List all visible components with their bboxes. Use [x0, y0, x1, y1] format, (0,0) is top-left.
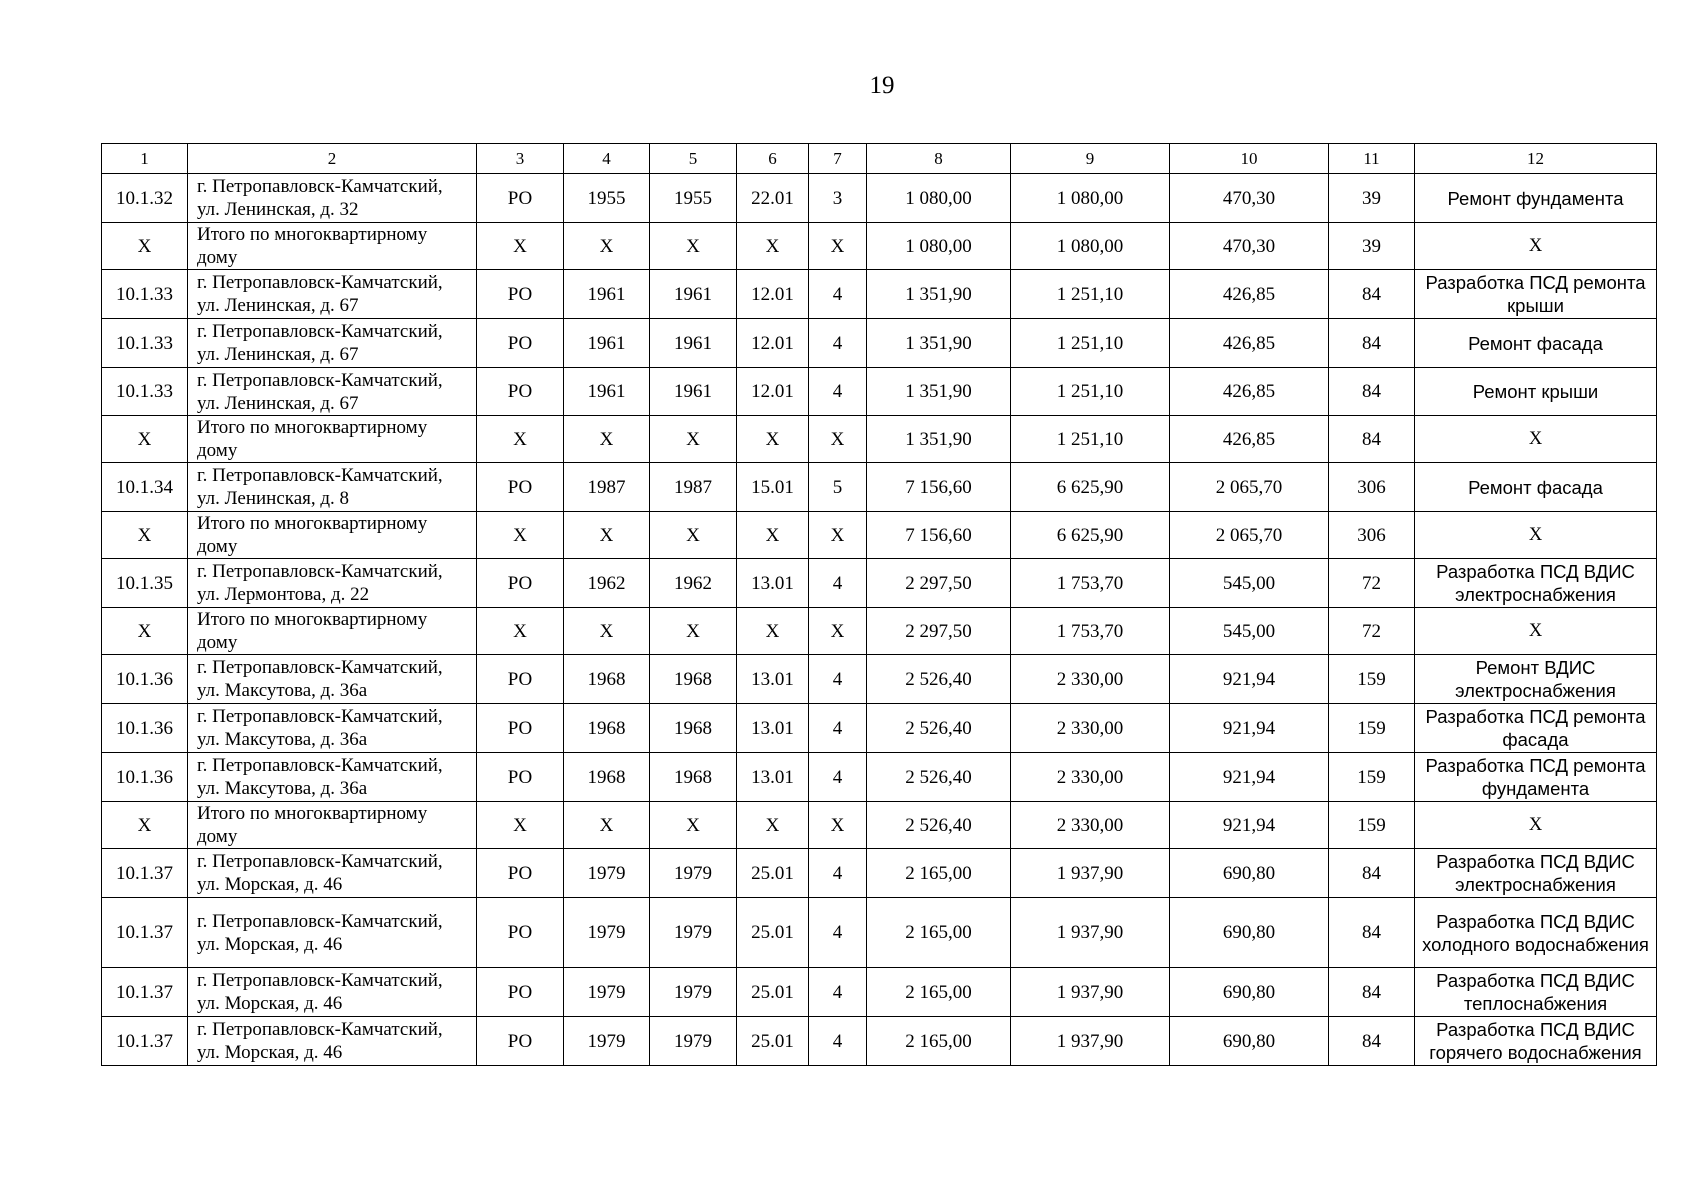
address-line-2: ул. Морская, д. 46 [197, 874, 343, 895]
address-line-1: Итого по многоквартирному [197, 803, 428, 824]
cost-cell: 2 065,70 [1170, 512, 1329, 559]
residents-cell: 84 [1329, 319, 1415, 368]
table-row [102, 898, 1657, 968]
address-line-1: г. Петропавловск-Камчатский, [197, 321, 443, 342]
residents-cell: 306 [1329, 463, 1415, 512]
address-line-2: ул. Ленинская, д. 67 [197, 344, 359, 365]
work-type-cell: Х [1415, 802, 1657, 849]
address-cell [188, 968, 477, 1017]
year-built-cell: 1979 [564, 849, 650, 898]
table-row [102, 319, 1657, 368]
address-cell [188, 898, 477, 968]
housing-type-cell: РО [477, 319, 564, 368]
housing-type-cell: РО [477, 559, 564, 608]
residents-cell: 159 [1329, 655, 1415, 704]
floors-cell: 4 [809, 319, 867, 368]
year-commission-cell: 1968 [650, 753, 737, 802]
cost-cell: 690,80 [1170, 849, 1329, 898]
address-line-1: г. Петропавловск-Камчатский, [197, 657, 443, 678]
year-built-cell: 1962 [564, 559, 650, 608]
address-line-1: Итого по многоквартирному [197, 224, 428, 245]
row-number-cell: 10.1.35 [102, 559, 188, 608]
living-area-cell: 1 937,90 [1011, 1017, 1170, 1066]
code-cell: 12.01 [737, 319, 809, 368]
row-number-cell: 10.1.32 [102, 174, 188, 223]
total-area-cell: 1 351,90 [867, 319, 1011, 368]
work-type-cell: Ремонт фасада [1415, 463, 1657, 512]
living-area-cell: 1 753,70 [1011, 608, 1170, 655]
cost-cell: 426,85 [1170, 270, 1329, 319]
year-built-cell: Х [564, 608, 650, 655]
column-number: 11 [1329, 144, 1415, 174]
address-cell [188, 559, 477, 608]
total-area-cell: 7 156,60 [867, 512, 1011, 559]
address-line-1: Итого по многоквартирному [197, 513, 428, 534]
page-number: 19 [869, 72, 895, 99]
address-line-2: дому [197, 632, 238, 653]
total-area-cell: 2 526,40 [867, 802, 1011, 849]
living-area-cell: 6 625,90 [1011, 512, 1170, 559]
address-line-1: г. Петропавловск-Камчатский, [197, 561, 443, 582]
living-area-cell: 1 937,90 [1011, 968, 1170, 1017]
cost-cell: 690,80 [1170, 898, 1329, 968]
total-area-cell: 2 165,00 [867, 1017, 1011, 1066]
address-line-2: дому [197, 247, 238, 268]
cost-cell: 921,94 [1170, 753, 1329, 802]
total-area-cell: 2 165,00 [867, 898, 1011, 968]
residents-cell: 84 [1329, 849, 1415, 898]
living-area-cell: 2 330,00 [1011, 655, 1170, 704]
address-cell [188, 704, 477, 753]
residents-cell: 39 [1329, 174, 1415, 223]
living-area-cell: 1 080,00 [1011, 174, 1170, 223]
living-area-cell: 6 625,90 [1011, 463, 1170, 512]
total-area-cell: 2 526,40 [867, 704, 1011, 753]
code-cell: 15.01 [737, 463, 809, 512]
row-number-cell: Х [102, 608, 188, 655]
housing-type-cell: РО [477, 898, 564, 968]
residents-cell: 84 [1329, 968, 1415, 1017]
column-number: 6 [737, 144, 809, 174]
housing-type-cell: РО [477, 968, 564, 1017]
work-type-cell: Разработка ПСД ВДИС горячего водоснабжения [1415, 1017, 1657, 1066]
code-cell: 25.01 [737, 1017, 809, 1066]
living-area-cell: 2 330,00 [1011, 802, 1170, 849]
work-type-cell: Разработка ПСД ремонта крыши [1415, 270, 1657, 319]
row-number-cell: 10.1.37 [102, 849, 188, 898]
year-commission-cell: 1961 [650, 270, 737, 319]
residents-cell: 84 [1329, 1017, 1415, 1066]
total-area-cell: 1 351,90 [867, 368, 1011, 416]
year-commission-cell: 1979 [650, 968, 737, 1017]
living-area-cell: 2 330,00 [1011, 704, 1170, 753]
living-area-cell: 1 937,90 [1011, 849, 1170, 898]
cost-cell: 470,30 [1170, 174, 1329, 223]
housing-type-cell: РО [477, 849, 564, 898]
address-cell [188, 608, 477, 655]
code-cell: Х [737, 416, 809, 463]
floors-cell: 4 [809, 898, 867, 968]
row-number-cell: 10.1.36 [102, 655, 188, 704]
address-line-2: ул. Ленинская, д. 8 [197, 488, 350, 509]
work-type-cell: Х [1415, 416, 1657, 463]
table-row [102, 463, 1657, 512]
table-row [102, 368, 1657, 416]
housing-type-cell: Х [477, 223, 564, 270]
living-area-cell: 1 251,10 [1011, 319, 1170, 368]
row-number-cell: 10.1.36 [102, 704, 188, 753]
column-number-row [102, 144, 1657, 174]
code-cell: 25.01 [737, 968, 809, 1017]
work-type-cell: Ремонт ВДИС электроснабжения [1415, 655, 1657, 704]
code-cell: Х [737, 802, 809, 849]
year-built-cell: 1961 [564, 270, 650, 319]
column-number: 1 [102, 144, 188, 174]
housing-type-cell: Х [477, 512, 564, 559]
floors-cell: Х [809, 223, 867, 270]
total-row [102, 512, 1657, 559]
housing-type-cell: РО [477, 270, 564, 319]
year-commission-cell: 1979 [650, 849, 737, 898]
residents-cell: 72 [1329, 608, 1415, 655]
year-built-cell: 1955 [564, 174, 650, 223]
column-number: 3 [477, 144, 564, 174]
row-number-cell: 10.1.37 [102, 1017, 188, 1066]
address-cell [188, 368, 477, 416]
housing-type-cell: РО [477, 463, 564, 512]
residents-cell: 159 [1329, 704, 1415, 753]
address-cell [188, 753, 477, 802]
address-line-2: ул. Морская, д. 46 [197, 1042, 343, 1063]
work-type-cell: Ремонт фундамента [1415, 174, 1657, 223]
floors-cell: 4 [809, 559, 867, 608]
address-cell [188, 849, 477, 898]
row-number-cell: Х [102, 416, 188, 463]
work-type-cell: Ремонт фасада [1415, 319, 1657, 368]
address-line-2: дому [197, 440, 238, 461]
year-commission-cell: Х [650, 416, 737, 463]
total-area-cell: 2 165,00 [867, 849, 1011, 898]
address-line-2: ул. Максутова, д. 36а [197, 729, 368, 750]
address-cell [188, 319, 477, 368]
floors-cell: 4 [809, 849, 867, 898]
year-commission-cell: Х [650, 608, 737, 655]
living-area-cell: 1 251,10 [1011, 368, 1170, 416]
year-built-cell: 1961 [564, 368, 650, 416]
total-area-cell: 1 080,00 [867, 223, 1011, 270]
row-number-cell: 10.1.36 [102, 753, 188, 802]
cost-cell: 921,94 [1170, 704, 1329, 753]
address-line-1: г. Петропавловск-Камчатский, [197, 369, 443, 391]
table-row [102, 270, 1657, 319]
address-line-2: ул. Максутова, д. 36а [197, 680, 368, 701]
work-type-cell: Разработка ПСД ВДИС электроснабжения [1415, 559, 1657, 608]
table-row [102, 1017, 1657, 1066]
year-commission-cell: 1979 [650, 1017, 737, 1066]
residents-cell: 72 [1329, 559, 1415, 608]
address-cell [188, 512, 477, 559]
address-line-1: г. Петропавловск-Камчатский, [197, 1019, 443, 1040]
row-number-cell: Х [102, 802, 188, 849]
code-cell: Х [737, 223, 809, 270]
address-cell [188, 174, 477, 223]
year-built-cell: 1979 [564, 1017, 650, 1066]
work-type-cell: Разработка ПСД ВДИС электроснабжения [1415, 849, 1657, 898]
residents-cell: 306 [1329, 512, 1415, 559]
floors-cell: 3 [809, 174, 867, 223]
cost-cell: 426,85 [1170, 319, 1329, 368]
floors-cell: Х [809, 416, 867, 463]
floors-cell: Х [809, 802, 867, 849]
row-number-cell: 10.1.33 [102, 368, 188, 416]
floors-cell: 4 [809, 1017, 867, 1066]
cost-cell: 545,00 [1170, 559, 1329, 608]
floors-cell: 4 [809, 704, 867, 753]
row-number-cell: Х [102, 223, 188, 270]
repair-register-table [101, 143, 1657, 1066]
total-row [102, 608, 1657, 655]
code-cell: 12.01 [737, 368, 809, 416]
address-line-1: Итого по многоквартирному [197, 609, 428, 630]
year-commission-cell: Х [650, 512, 737, 559]
work-type-cell: Х [1415, 608, 1657, 655]
cost-cell: 690,80 [1170, 968, 1329, 1017]
address-line-1: Итого по многоквартирному [197, 417, 428, 438]
total-area-cell: 2 297,50 [867, 559, 1011, 608]
address-line-1: г. Петропавловск-Камчатский, [197, 755, 443, 776]
row-number-cell: 10.1.34 [102, 463, 188, 512]
year-commission-cell: Х [650, 802, 737, 849]
work-type-cell: Разработка ПСД ремонта фундамента [1415, 753, 1657, 802]
total-area-cell: 1 080,00 [867, 174, 1011, 223]
total-area-cell: 2 165,00 [867, 968, 1011, 1017]
cost-cell: 545,00 [1170, 608, 1329, 655]
work-type-cell: Разработка ПСД ВДИС теплоснабжения [1415, 968, 1657, 1017]
address-line-1: г. Петропавловск-Камчатский, [197, 465, 443, 486]
table-body [102, 144, 1657, 1066]
address-cell [188, 655, 477, 704]
residents-cell: 159 [1329, 802, 1415, 849]
row-number-cell: 10.1.33 [102, 270, 188, 319]
residents-cell: 84 [1329, 368, 1415, 416]
table-row [102, 174, 1657, 223]
row-number-cell: 10.1.37 [102, 968, 188, 1017]
cost-cell: 921,94 [1170, 655, 1329, 704]
year-commission-cell: 1962 [650, 559, 737, 608]
cost-cell: 921,94 [1170, 802, 1329, 849]
table-row [102, 753, 1657, 802]
year-built-cell: 1968 [564, 753, 650, 802]
column-number: 8 [867, 144, 1011, 174]
code-cell: 12.01 [737, 270, 809, 319]
year-built-cell: 1968 [564, 704, 650, 753]
work-type-cell: Х [1415, 223, 1657, 270]
table-row [102, 849, 1657, 898]
total-area-cell: 1 351,90 [867, 270, 1011, 319]
address-line-2: дому [197, 826, 238, 847]
year-commission-cell: 1979 [650, 898, 737, 968]
address-line-2: ул. Максутова, д. 36а [197, 778, 368, 799]
floors-cell: Х [809, 608, 867, 655]
work-type-cell: Ремонт крыши [1415, 368, 1657, 416]
total-row [102, 416, 1657, 463]
year-commission-cell: Х [650, 223, 737, 270]
year-commission-cell: 1968 [650, 655, 737, 704]
housing-type-cell: РО [477, 1017, 564, 1066]
work-type-cell: Разработка ПСД ВДИС холодного водоснабжения [1415, 898, 1657, 968]
table-row [102, 655, 1657, 704]
row-number-cell: 10.1.33 [102, 319, 188, 368]
row-number-cell: 10.1.37 [102, 898, 188, 968]
row-number-cell: Х [102, 512, 188, 559]
cost-cell: 470,30 [1170, 223, 1329, 270]
housing-type-cell: РО [477, 368, 564, 416]
code-cell: 25.01 [737, 849, 809, 898]
housing-type-cell: РО [477, 753, 564, 802]
year-built-cell: Х [564, 512, 650, 559]
address-line-2: ул. Морская, д. 46 [197, 993, 343, 1014]
residents-cell: 84 [1329, 270, 1415, 319]
address-line-2: ул. Ленинская, д. 32 [197, 199, 359, 220]
floors-cell: 4 [809, 270, 867, 319]
table-row [102, 559, 1657, 608]
residents-cell: 84 [1329, 416, 1415, 463]
living-area-cell: 2 330,00 [1011, 753, 1170, 802]
living-area-cell: 1 753,70 [1011, 559, 1170, 608]
residents-cell: 84 [1329, 898, 1415, 968]
floors-cell: 4 [809, 753, 867, 802]
housing-type-cell: РО [477, 655, 564, 704]
code-cell: Х [737, 512, 809, 559]
table-row [102, 968, 1657, 1017]
total-area-cell: 2 526,40 [867, 655, 1011, 704]
living-area-cell: 1 251,10 [1011, 270, 1170, 319]
total-row [102, 802, 1657, 849]
floors-cell: Х [809, 512, 867, 559]
address-line-1: г. Петропавловск-Камчатский, [197, 910, 443, 932]
address-line-2: ул. Морская, д. 46 [197, 933, 343, 955]
column-number: 9 [1011, 144, 1170, 174]
living-area-cell: 1 937,90 [1011, 898, 1170, 968]
address-line-1: г. Петропавловск-Камчатский, [197, 706, 443, 727]
year-built-cell: 1987 [564, 463, 650, 512]
work-type-cell: Разработка ПСД ремонта фасада [1415, 704, 1657, 753]
housing-type-cell: РО [477, 174, 564, 223]
column-number: 5 [650, 144, 737, 174]
column-number: 7 [809, 144, 867, 174]
housing-type-cell: Х [477, 802, 564, 849]
address-line-2: ул. Ленинская, д. 67 [197, 392, 359, 414]
floors-cell: 5 [809, 463, 867, 512]
total-area-cell: 1 351,90 [867, 416, 1011, 463]
address-line-1: г. Петропавловск-Камчатский, [197, 851, 443, 872]
floors-cell: 4 [809, 655, 867, 704]
code-cell: 13.01 [737, 753, 809, 802]
year-built-cell: 1979 [564, 898, 650, 968]
year-built-cell: Х [564, 223, 650, 270]
total-area-cell: 2 526,40 [867, 753, 1011, 802]
code-cell: 13.01 [737, 704, 809, 753]
year-commission-cell: 1955 [650, 174, 737, 223]
floors-cell: 4 [809, 968, 867, 1017]
floors-cell: 4 [809, 368, 867, 416]
work-type-cell: Х [1415, 512, 1657, 559]
code-cell: 22.01 [737, 174, 809, 223]
address-cell [188, 223, 477, 270]
code-cell: 13.01 [737, 559, 809, 608]
address-line-2: ул. Ленинская, д. 67 [197, 295, 359, 316]
address-line-1: г. Петропавловск-Камчатский, [197, 272, 443, 293]
cost-cell: 2 065,70 [1170, 463, 1329, 512]
residents-cell: 39 [1329, 223, 1415, 270]
year-commission-cell: 1961 [650, 319, 737, 368]
cost-cell: 690,80 [1170, 1017, 1329, 1066]
year-built-cell: Х [564, 416, 650, 463]
address-cell [188, 463, 477, 512]
total-area-cell: 2 297,50 [867, 608, 1011, 655]
address-cell [188, 1017, 477, 1066]
total-area-cell: 7 156,60 [867, 463, 1011, 512]
year-commission-cell: 1968 [650, 704, 737, 753]
address-line-2: дому [197, 536, 238, 557]
code-cell: Х [737, 608, 809, 655]
total-row [102, 223, 1657, 270]
column-number: 4 [564, 144, 650, 174]
cost-cell: 426,85 [1170, 416, 1329, 463]
year-built-cell: 1979 [564, 968, 650, 1017]
code-cell: 25.01 [737, 898, 809, 968]
housing-type-cell: Х [477, 416, 564, 463]
code-cell: 13.01 [737, 655, 809, 704]
address-line-1: г. Петропавловск-Камчатский, [197, 970, 443, 991]
housing-type-cell: РО [477, 704, 564, 753]
address-cell [188, 270, 477, 319]
column-number: 12 [1415, 144, 1657, 174]
year-built-cell: 1961 [564, 319, 650, 368]
address-line-1: г. Петропавловск-Камчатский, [197, 176, 443, 197]
housing-type-cell: Х [477, 608, 564, 655]
year-commission-cell: 1961 [650, 368, 737, 416]
cost-cell: 426,85 [1170, 368, 1329, 416]
living-area-cell: 1 251,10 [1011, 416, 1170, 463]
year-commission-cell: 1987 [650, 463, 737, 512]
address-cell [188, 802, 477, 849]
address-cell [188, 416, 477, 463]
living-area-cell: 1 080,00 [1011, 223, 1170, 270]
address-line-2: ул. Лермонтова, д. 22 [197, 584, 370, 605]
table-row [102, 704, 1657, 753]
column-number: 10 [1170, 144, 1329, 174]
year-built-cell: 1968 [564, 655, 650, 704]
year-built-cell: Х [564, 802, 650, 849]
column-number: 2 [188, 144, 477, 174]
residents-cell: 159 [1329, 753, 1415, 802]
